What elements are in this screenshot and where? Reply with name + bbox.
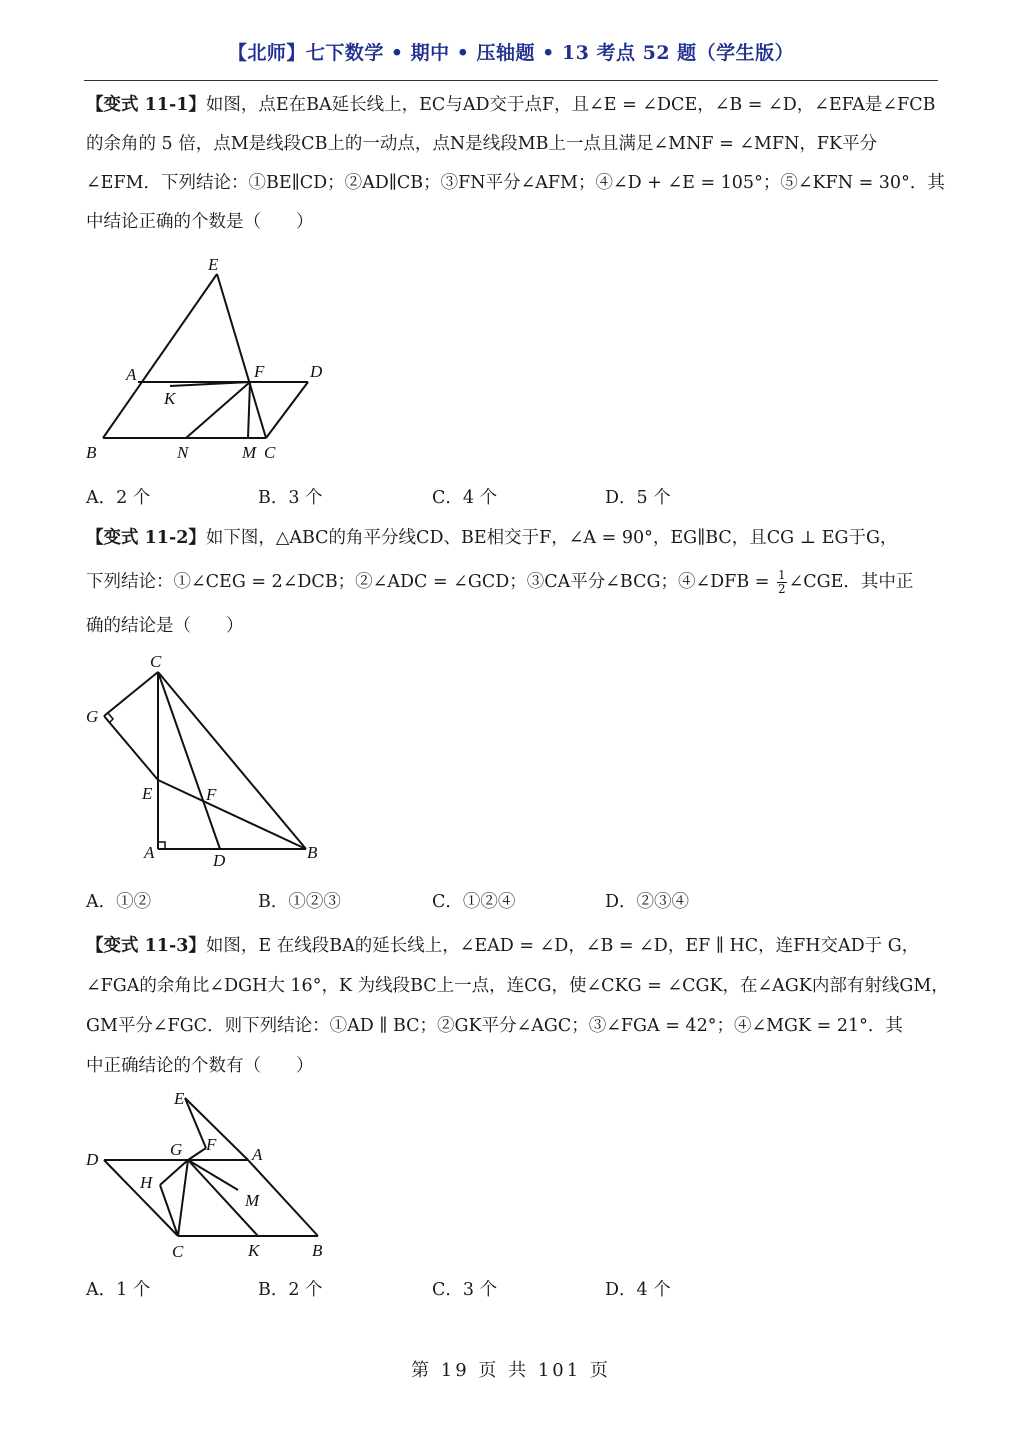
option-c[interactable]: C．4 个 (432, 488, 498, 508)
label-D: D (310, 362, 323, 381)
label-B: B (307, 843, 318, 862)
option-d[interactable]: D．②③④ (605, 892, 690, 912)
figure-11-3 (80, 1082, 340, 1262)
option-a[interactable]: A．①② (86, 892, 152, 912)
question-line: GM平分∠FGC．则下列结论：①AD ∥ BC；②GK平分∠AGC；③∠FGA = 42°；④∠MGK = 21°．其 (86, 1016, 903, 1036)
question-text: 下列结论：①∠CEG = 2∠DCB；②∠ADC = ∠GCD；③CA平分∠BCG；④∠DFB = (86, 572, 775, 592)
label-F: F (206, 785, 217, 804)
label-A: A (144, 843, 155, 862)
label-A: A (126, 365, 137, 384)
label-E: E (142, 784, 153, 803)
question-line: 中结论正确的个数是（ ） (86, 212, 314, 232)
label-F: F (206, 1135, 217, 1154)
question-line (86, 926, 936, 966)
question-label: 【变式 11-2】 (86, 528, 206, 548)
question-text: ∠CGE．其中正 (788, 572, 914, 592)
option-c[interactable]: C．①②④ (432, 892, 516, 912)
question-line (86, 560, 936, 604)
label-E: E (208, 255, 219, 274)
figure-11-2 (80, 650, 330, 872)
label-D: D (213, 851, 226, 870)
question-line (86, 86, 936, 125)
label-E: E (174, 1089, 185, 1108)
header-rule (84, 80, 938, 81)
option-a[interactable]: A．1 个 (86, 1280, 151, 1300)
fraction-numerator: 1 (777, 568, 786, 582)
label-C: C (172, 1242, 184, 1261)
label-K: K (248, 1241, 260, 1260)
option-d[interactable]: D．4 个 (605, 1280, 671, 1300)
label-C: C (150, 652, 162, 671)
question-text: 如图，点E在BA延长线上，EC与AD交于点F，且∠E = ∠DCE，∠B = ∠D，∠EFA是∠FCB (205, 95, 936, 115)
question-line: ∠EFM．下列结论：①BE∥CD；②AD∥CB；③FN平分∠AFM；④∠D + ∠E = 105°；⑤∠KFN = 30°．其 (86, 173, 945, 193)
question-text: 如下图，△ABC的角平分线CD、BE相交于F，∠A = 90°，EG∥BC，且CG ⊥ EG于G， (205, 528, 898, 548)
question-line: ∠FGA的余角比∠DGH大 16°，K 为线段BC上一点，连CG，使∠CKG = ∠CGK，在∠AGK内部有射线GM， (86, 976, 949, 996)
question-11-2 (86, 516, 936, 648)
label-N: N (177, 443, 189, 462)
page-header-title: 【北师】七下数学 • 期中 • 压轴题 • 13 考点 52 题（学生版） (227, 42, 795, 64)
label-A: A (252, 1145, 263, 1164)
option-b[interactable]: B．3 个 (258, 488, 323, 508)
page-footer: 第 19 页 共 101 页 (411, 1360, 611, 1381)
label-B: B (312, 1241, 323, 1260)
question-11-1 (86, 86, 945, 242)
option-a[interactable]: A．2 个 (86, 488, 151, 508)
question-line: 的余角的 5 倍，点M是线段CB上的一动点，点N是线段MB上一点且满足∠MNF = ∠MFN，FK平分 (86, 134, 878, 154)
question-line (86, 516, 936, 560)
label-G: G (86, 707, 99, 726)
question-text: 如图，E 在线段BA的延长线上，∠EAD = ∠D，∠B = ∠D，EF ∥ HC，连FH交AD于 G， (205, 936, 920, 956)
label-B: B (86, 443, 97, 462)
fraction (777, 569, 787, 596)
label-F: F (254, 362, 265, 381)
label-H: H (140, 1173, 153, 1192)
question-label: 【变式 11-1】 (86, 95, 206, 115)
question-line: 确的结论是（ ） (86, 616, 244, 636)
question-line: 中正确结论的个数有（ ） (86, 1056, 314, 1076)
option-b[interactable]: B．①②③ (258, 892, 341, 912)
option-c[interactable]: C．3 个 (432, 1280, 498, 1300)
question-11-3 (86, 926, 949, 1086)
label-G: G (170, 1140, 183, 1159)
fraction-denominator: 2 (777, 582, 786, 596)
option-b[interactable]: B．2 个 (258, 1280, 323, 1300)
label-M: M (242, 443, 257, 462)
label-K: K (164, 389, 176, 408)
label-C: C (264, 443, 276, 462)
label-D: D (86, 1150, 99, 1169)
option-d[interactable]: D．5 个 (605, 488, 671, 508)
label-M: M (245, 1191, 260, 1210)
question-label: 【变式 11-3】 (86, 936, 206, 956)
figure-11-1 (80, 250, 340, 470)
